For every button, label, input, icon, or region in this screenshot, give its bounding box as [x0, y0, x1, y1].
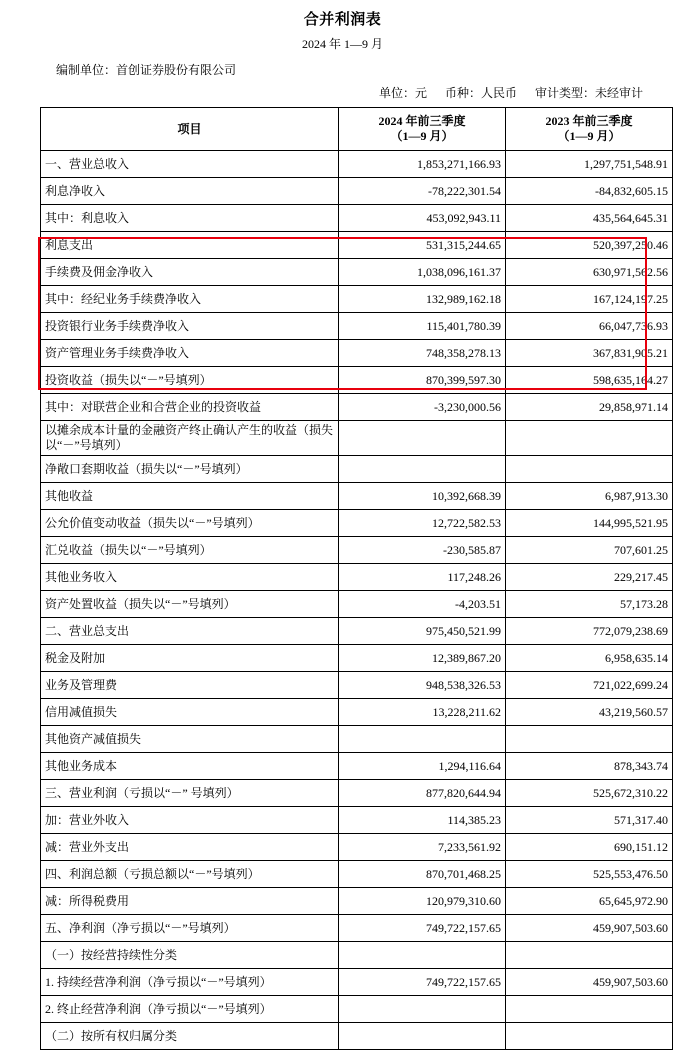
- row-value-2024: -230,585.87: [339, 537, 506, 564]
- row-value-2023: 57,173.28: [506, 591, 673, 618]
- row-value-2024: 1,294,116.64: [339, 753, 506, 780]
- column-header-2024-line1: 2024 年前三季度: [378, 114, 466, 128]
- currency-label: 币种：人民币: [444, 86, 517, 100]
- table-row: [41, 969, 673, 996]
- row-value-2023: [506, 456, 673, 483]
- row-value-2024: 531,315,244.65: [339, 232, 506, 259]
- row-label: 汇兑收益（损失以“－”号填列）: [41, 537, 339, 564]
- row-label: 资产处置收益（损失以“－”号填列）: [41, 591, 339, 618]
- row-value-2023: 459,907,503.60: [506, 915, 673, 942]
- row-label: 2. 终止经营净利润（净亏损以“－”号填列）: [41, 996, 339, 1023]
- row-value-2023: [506, 942, 673, 969]
- row-value-2023: [506, 726, 673, 753]
- row-label: 投资收益（损失以“－”号填列）: [41, 367, 339, 394]
- table-row: [41, 456, 673, 483]
- page-title: 合并利润表: [303, 12, 382, 28]
- table-row: [41, 780, 673, 807]
- preparer-label: 编制单位：: [56, 63, 117, 77]
- row-label: 减：所得税费用: [41, 888, 339, 915]
- row-value-2024: 12,722,582.53: [339, 510, 506, 537]
- table-row: [41, 340, 673, 367]
- row-label: 五、净利润（净亏损以“－”号填列）: [41, 915, 339, 942]
- column-header-2023-line2: （1—9 月）: [557, 129, 621, 143]
- table-body: [41, 151, 673, 1050]
- table-row: [41, 888, 673, 915]
- row-label: 手续费及佣金净收入: [41, 259, 339, 286]
- row-value-2023: 229,217.45: [506, 564, 673, 591]
- row-value-2024: [339, 1023, 506, 1050]
- row-value-2023: -84,832,605.15: [506, 178, 673, 205]
- row-label: 其他收益: [41, 483, 339, 510]
- row-label: 加：营业外收入: [41, 807, 339, 834]
- row-value-2023: 571,317.40: [506, 807, 673, 834]
- table-row: [41, 421, 673, 456]
- row-label: 净敞口套期收益（损失以“－”号填列）: [41, 456, 339, 483]
- row-value-2024: [339, 421, 506, 456]
- row-label: 投资银行业务手续费净收入: [41, 313, 339, 340]
- row-label: 三、营业利润（亏损以“－” 号填列）: [41, 780, 339, 807]
- row-value-2023: 66,047,736.93: [506, 313, 673, 340]
- row-label: 其中：对联营企业和合营企业的投资收益: [41, 394, 339, 421]
- row-value-2023: 525,553,476.50: [506, 861, 673, 888]
- row-value-2024: 948,538,326.53: [339, 672, 506, 699]
- row-value-2023: 520,397,250.46: [506, 232, 673, 259]
- row-label: 四、利润总额（亏损总额以“－”号填列）: [41, 861, 339, 888]
- table-row: [41, 996, 673, 1023]
- table-row: [41, 205, 673, 232]
- row-value-2024: 1,038,096,161.37: [339, 259, 506, 286]
- row-label: （一）按经营持续性分类: [41, 942, 339, 969]
- table-row: [41, 394, 673, 421]
- row-label: 二、营业总支出: [41, 618, 339, 645]
- table-row: [41, 834, 673, 861]
- row-value-2023: 630,971,562.56: [506, 259, 673, 286]
- row-value-2023: 65,645,972.90: [506, 888, 673, 915]
- table-row: [41, 591, 673, 618]
- row-value-2023: 167,124,197.25: [506, 286, 673, 313]
- row-value-2023: 721,022,699.24: [506, 672, 673, 699]
- row-value-2024: [339, 726, 506, 753]
- row-label: 其中：利息收入: [41, 205, 339, 232]
- table-row: [41, 367, 673, 394]
- row-label: （二）按所有权归属分类: [41, 1023, 339, 1050]
- row-label: 税金及附加: [41, 645, 339, 672]
- table-row: [41, 286, 673, 313]
- row-value-2023: [506, 996, 673, 1023]
- table-row: [41, 807, 673, 834]
- row-value-2024: 748,358,278.13: [339, 340, 506, 367]
- row-value-2023: 707,601.25: [506, 537, 673, 564]
- unit-label: 单位：元: [378, 86, 427, 100]
- row-label: 资产管理业务手续费净收入: [41, 340, 339, 367]
- table-row: [41, 483, 673, 510]
- row-value-2023: 459,907,503.60: [506, 969, 673, 996]
- row-value-2024: -4,203.51: [339, 591, 506, 618]
- row-label: 其中：经纪业务手续费净收入: [41, 286, 339, 313]
- unit-currency-row: [40, 78, 645, 101]
- row-value-2024: 120,979,310.60: [339, 888, 506, 915]
- row-label: 1. 持续经营净利润（净亏损以“－”号填列）: [41, 969, 339, 996]
- table-row: [41, 259, 673, 286]
- row-value-2023: 1,297,751,548.91: [506, 151, 673, 178]
- row-value-2024: 132,989,162.18: [339, 286, 506, 313]
- row-label: 减：营业外支出: [41, 834, 339, 861]
- row-label: 其他业务成本: [41, 753, 339, 780]
- row-value-2023: [506, 1023, 673, 1050]
- column-header-2023-line1: 2023 年前三季度: [545, 114, 633, 128]
- table-row: [41, 510, 673, 537]
- row-label: 业务及管理费: [41, 672, 339, 699]
- row-value-2024: [339, 996, 506, 1023]
- table-row: [41, 645, 673, 672]
- row-value-2023: 6,958,635.14: [506, 645, 673, 672]
- row-value-2024: 453,092,943.11: [339, 205, 506, 232]
- row-value-2023: 772,079,238.69: [506, 618, 673, 645]
- row-value-2024: 10,392,668.39: [339, 483, 506, 510]
- column-header-2024: [339, 108, 506, 151]
- preparer-row: [40, 52, 645, 78]
- table-row: [41, 942, 673, 969]
- row-value-2023: 525,672,310.22: [506, 780, 673, 807]
- audit-type-label: 审计类型：未经审计: [534, 86, 643, 100]
- row-value-2024: 115,401,780.39: [339, 313, 506, 340]
- table-row: [41, 1023, 673, 1050]
- row-value-2024: 877,820,644.94: [339, 780, 506, 807]
- row-value-2023: 29,858,971.14: [506, 394, 673, 421]
- row-value-2023: 43,219,560.57: [506, 699, 673, 726]
- row-value-2023: 367,831,905.21: [506, 340, 673, 367]
- row-value-2024: 870,701,468.25: [339, 861, 506, 888]
- column-header-item: 项目: [41, 108, 339, 151]
- row-value-2024: 7,233,561.92: [339, 834, 506, 861]
- row-value-2023: [506, 421, 673, 456]
- table-row: [41, 537, 673, 564]
- row-value-2024: -3,230,000.56: [339, 394, 506, 421]
- row-value-2024: 749,722,157.65: [339, 915, 506, 942]
- table-row: [41, 699, 673, 726]
- table-row: [41, 232, 673, 259]
- row-value-2024: 114,385.23: [339, 807, 506, 834]
- row-value-2024: 1,853,271,166.93: [339, 151, 506, 178]
- income-statement-table: [40, 107, 673, 1050]
- row-value-2024: 749,722,157.65: [339, 969, 506, 996]
- row-label: 利息净收入: [41, 178, 339, 205]
- row-value-2024: [339, 942, 506, 969]
- row-value-2023: 598,635,164.27: [506, 367, 673, 394]
- table-row: [41, 151, 673, 178]
- row-value-2024: 13,228,211.62: [339, 699, 506, 726]
- row-value-2024: 117,248.26: [339, 564, 506, 591]
- row-value-2023: 435,564,645.31: [506, 205, 673, 232]
- row-label: 其他业务收入: [41, 564, 339, 591]
- row-value-2023: 144,995,521.95: [506, 510, 673, 537]
- table-row: [41, 726, 673, 753]
- row-label: 公允价值变动收益（损失以“－”号填列）: [41, 510, 339, 537]
- table-row: [41, 178, 673, 205]
- table-row: [41, 618, 673, 645]
- table-row: [41, 753, 673, 780]
- table-row: [41, 564, 673, 591]
- row-value-2023: 878,343.74: [506, 753, 673, 780]
- table-header-row: [41, 108, 673, 151]
- row-value-2024: [339, 456, 506, 483]
- row-label: 利息支出: [41, 232, 339, 259]
- row-value-2024: 12,389,867.20: [339, 645, 506, 672]
- row-value-2024: 870,399,597.30: [339, 367, 506, 394]
- table-row: [41, 672, 673, 699]
- table-row: [41, 915, 673, 942]
- row-value-2023: 6,987,913.30: [506, 483, 673, 510]
- column-header-2024-line2: （1—9 月）: [390, 129, 454, 143]
- row-label: 信用减值损失: [41, 699, 339, 726]
- row-label: 以摊余成本计量的金融资产终止确认产生的收益（损失以“－”号填列）: [41, 421, 339, 456]
- row-value-2024: -78,222,301.54: [339, 178, 506, 205]
- row-value-2024: 975,450,521.99: [339, 618, 506, 645]
- table-row: [41, 313, 673, 340]
- column-header-2023: [506, 108, 673, 151]
- table-row: [41, 861, 673, 888]
- row-label: 其他资产减值损失: [41, 726, 339, 753]
- report-period: 2024 年 1—9 月: [301, 37, 383, 51]
- row-label: 一、营业总收入: [41, 151, 339, 178]
- row-value-2023: 690,151.12: [506, 834, 673, 861]
- preparer-name: 首创证券股份有限公司: [116, 63, 237, 77]
